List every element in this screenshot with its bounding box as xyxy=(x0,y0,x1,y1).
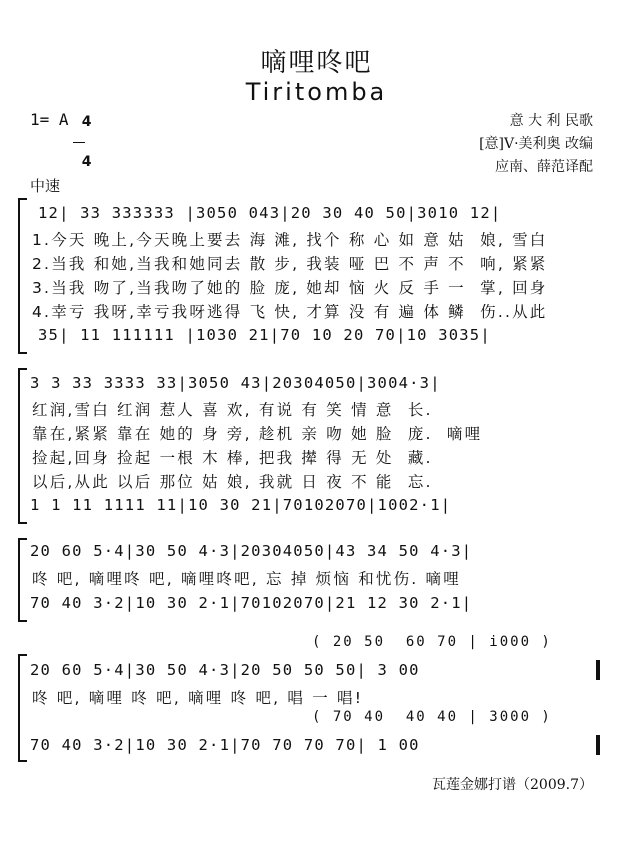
lyric-line: 红润,雪白 红润 惹人 喜 欢, 有说 有 笑 情 意 长. xyxy=(32,401,433,419)
lyric-line: 2.当我 和她,当我和她同去 散 步, 我装 哑 巴 不 声 不 响, 紧紧 xyxy=(32,255,548,273)
bass-line: 70 40 3·2|10 30 2·1|70102070|21 12 30 2·1| xyxy=(30,594,473,612)
lyric-line: 咚 吧, 嘀哩咚 吧, 嘀哩咚吧, 忘 掉 烦恼 和忧伤. 嘀哩 xyxy=(32,570,461,588)
credit-translators: 应南、薛范译配 xyxy=(495,159,593,175)
melody-line: 20 60 5·4|30 50 4·3|20 50 50 50| 3 00 xyxy=(30,661,420,679)
bass-line: 1 1 11 1111 11|10 30 21|70102070|1002·1| xyxy=(30,496,452,514)
lyric-line: 1.今天 晚上,今天晚上要去 海 滩, 找个 称 心 如 意 姑 娘, 雪白 xyxy=(32,231,548,249)
system-brace xyxy=(18,538,27,622)
system-brace xyxy=(18,368,27,524)
lyric-line: 4.幸亏 我呀,幸亏我呀逃得 飞 快, 才算 没 有 遍 体 鳞 伤..从此 xyxy=(32,303,548,321)
bass-line: 70 40 3·2|10 30 2·1|70 70 70 70| 1 00 xyxy=(30,736,420,754)
melody-line: 3 3 33 3333 33|3050 43|20304050|3004·3| xyxy=(30,374,441,392)
transcriber-credit: 瓦莲金娜打谱（2009.7） xyxy=(432,777,593,793)
lyric-line: 咚 吧, 嘀哩 咚 吧, 嘀哩 咚 吧, 唱 一 唱! xyxy=(32,689,364,707)
melody-line: 20 60 5·4|30 50 4·3|20304050|43 34 50 4·3| xyxy=(30,542,473,560)
final-barline xyxy=(596,735,600,755)
time-signature xyxy=(72,103,92,170)
system-brace xyxy=(18,198,27,354)
system-brace xyxy=(18,654,27,762)
interlude-upper: ( 20 50 60 70 | i000 ) xyxy=(312,634,552,650)
title-english: Tiritomba xyxy=(245,78,388,106)
final-barline xyxy=(596,660,600,680)
title-chinese: 嘀哩咚吧 xyxy=(260,48,373,78)
melody-line: 12| 33 333333 |3050 043|20 30 40 50|3010 12| xyxy=(38,204,502,222)
credit-arranger: [意]V·美利奥 改编 xyxy=(479,136,593,152)
credit-origin: 意 大 利 民歌 xyxy=(509,113,593,129)
key-signature: 1= A xyxy=(30,110,69,129)
tempo-marking: 中速 xyxy=(30,177,61,195)
interlude-lower: ( 70 40 40 40 | 3000 ) xyxy=(312,709,552,725)
lyric-line: 以后,从此 以后 那位 姑 娘, 我就 日 夜 不 能 忘. xyxy=(32,473,433,491)
lyric-line: 捡起,回身 捡起 一根 木 棒, 把我 撵 得 无 处 藏. xyxy=(32,449,433,467)
time-signature-top: 4 xyxy=(81,114,92,130)
lyric-line: 靠在,紧紧 靠在 她的 身 旁, 趁机 亲 吻 她 脸 庞. 嘀哩 xyxy=(32,425,483,443)
time-signature-bottom: 4 xyxy=(81,154,92,170)
lyric-line: 3.当我 吻了,当我吻了她的 脸 庞, 她却 恼 火 反 手 一 掌, 回身 xyxy=(32,279,548,297)
bass-line: 35| 11 111111 |1030 21|70 10 20 70|10 3035| xyxy=(38,326,491,344)
